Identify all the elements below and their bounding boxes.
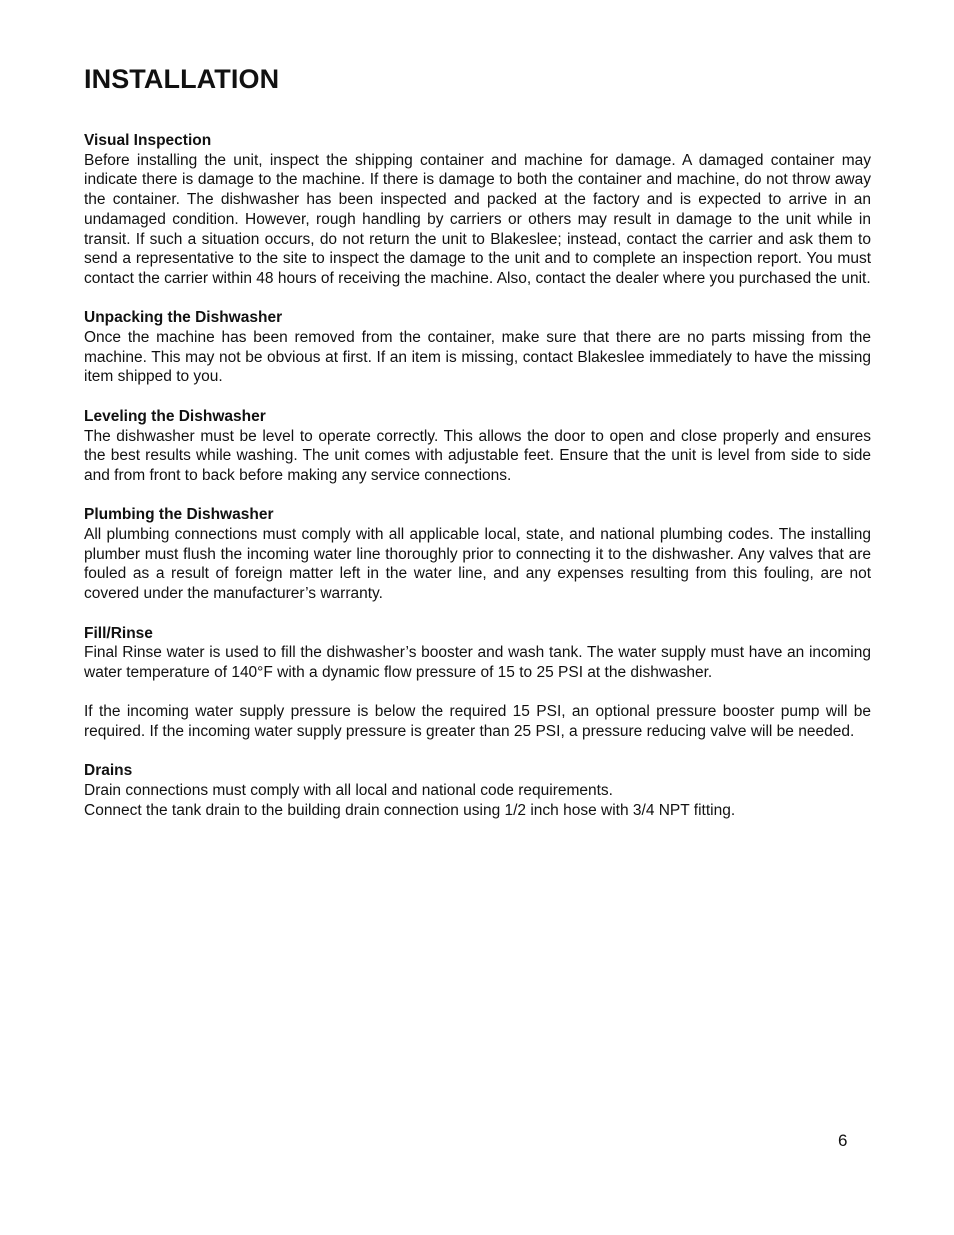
section-paragraph: Final Rinse water is used to fill the dishwasher’s booster and wash tank. The water supply must have an incoming water temperature of 140°F with a dynamic flow pressure of 15 to 25 PSI at the dishwasher. xyxy=(84,644,871,681)
section-leveling xyxy=(84,407,871,486)
section-heading: Fill/Rinse xyxy=(84,624,153,642)
page-title: INSTALLATION xyxy=(84,64,280,94)
section-heading: Visual Inspection xyxy=(84,132,212,149)
section-heading: Drains xyxy=(84,762,133,780)
section-paragraph: Connect the tank drain to the building drain connection using 1/2 inch hose with 3/4 NPT fitting. xyxy=(84,801,736,819)
section-fill-rinse xyxy=(84,624,871,742)
section-paragraph: Drain connections must comply with all local and national code requirements. xyxy=(84,782,613,800)
section-visual-inspection xyxy=(84,131,871,289)
section-unpacking xyxy=(84,308,871,387)
document-page xyxy=(84,62,871,840)
section-heading: Plumbing the Dishwasher xyxy=(84,506,274,524)
section-paragraph: If the incoming water supply pressure is below the required 15 PSI, an optional pressure booster pump will be required. If the incoming water supply pressure is greater than 25 PSI, a pressure reducing valve will be needed. xyxy=(84,703,871,741)
section-heading: Leveling the Dishwasher xyxy=(84,407,266,425)
section-paragraph: Once the machine has been removed from the container, make sure that there are no parts missing from the machine. This may not be obvious at first. If an item is missing, contact Blakeslee immediately to have the missing item shipped to you. xyxy=(84,329,871,386)
section-paragraph: The dishwasher must be level to operate correctly. This allows the door to open and close properly and ensures the best results while washing. The unit comes with adjustable feet. Ensure that the unit is level from side to side and from front to back before making any service connections. xyxy=(84,427,871,484)
section-paragraph: Before installing the unit, inspect the shipping container and machine for damage. A damaged container may indicate there is damage to the machine. If there is damage to both the container and machine, do not throw away the container. The dishwasher has been inspected and packed at the factory and is expected to arrive in an undamaged condition. However, rough handling by carriers or others may result in damage to the unit while in transit. If such a situation occurs, do not return the unit to Blakeslee; instead, contact the carrier and ask them to send a representative to the site to inspect the damage to the unit and to complete an inspection report. You must contact the carrier within 48 hours of receiving the machine. Also, contact the dealer where you purchased the unit. xyxy=(84,151,871,287)
section-paragraph: All plumbing connections must comply with all applicable local, state, and national plumbing codes. The installing plumber must flush the incoming water line thoroughly prior to connecting it to the dishwasher. Any valves that are fouled as a result of foreign matter left in the water line, and any expenses resulting from this fouling, are not covered under the manufacturer’s warranty. xyxy=(84,526,871,603)
section-drains xyxy=(84,761,871,820)
section-heading: Unpacking the Dishwasher xyxy=(84,309,283,327)
page-number: 6 xyxy=(838,1131,848,1150)
section-plumbing xyxy=(84,505,871,604)
